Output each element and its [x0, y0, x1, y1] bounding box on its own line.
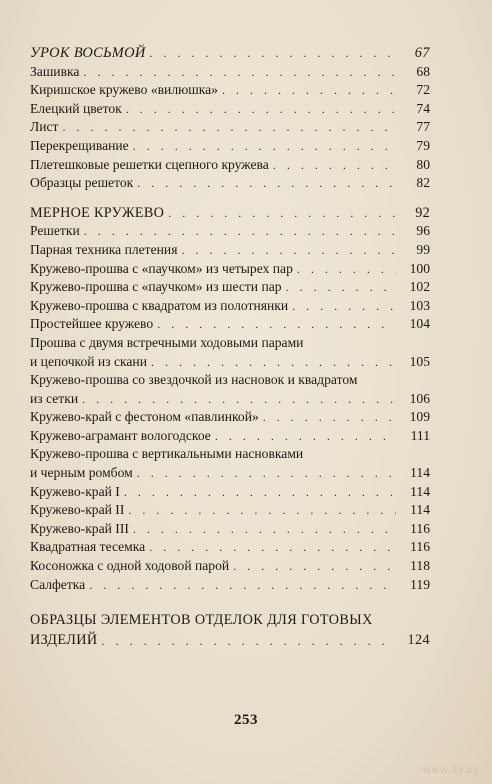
- toc-entry-title: Кружево-край I: [30, 483, 120, 499]
- toc-entry-page: 96: [416, 223, 430, 239]
- toc-entry-page: 68: [416, 63, 430, 79]
- toc-entry: [30, 501, 430, 520]
- toc-entry: [30, 278, 430, 297]
- dot-leader: [137, 464, 396, 483]
- toc-entry: [30, 118, 430, 137]
- toc-entry: [30, 174, 430, 193]
- toc-entry-title: Решетки: [30, 223, 80, 239]
- toc-entry-title-line: Кружево-прошва со звездочкой из насновок и квадратом: [30, 372, 358, 388]
- dot-leader: [133, 137, 396, 156]
- dot-leader: [157, 315, 396, 334]
- dot-leader: [102, 632, 396, 651]
- toc-entry-title: Парная техника плетения: [30, 241, 178, 257]
- toc-entry-last-line: [30, 464, 430, 483]
- toc-entry-title: Зашивка: [30, 63, 80, 79]
- dot-leader: [149, 538, 396, 557]
- toc-entry: [30, 427, 430, 446]
- dot-leader: [181, 241, 396, 260]
- toc-entry-page: 114: [410, 465, 430, 481]
- toc-entry-page: 106: [409, 390, 430, 406]
- section-gap: [30, 594, 430, 610]
- toc-entry-page: 111: [410, 427, 430, 443]
- toc-entry-final-section: [30, 610, 430, 650]
- toc-entry-page: 119: [410, 576, 430, 592]
- toc-entry-title-line: Кружево-прошва с вертикальными насновками: [30, 446, 304, 462]
- toc-entry: [30, 520, 430, 539]
- toc-entry: [30, 63, 430, 82]
- dot-leader: [84, 222, 396, 241]
- toc-entry-page: 118: [410, 558, 430, 574]
- dot-leader: [297, 260, 396, 279]
- toc-entry-title-line: и черным ромбом: [30, 465, 133, 481]
- dot-leader: [150, 44, 396, 63]
- dot-leader: [89, 576, 396, 595]
- toc-entry: [30, 576, 430, 595]
- toc-entry-title: Кружево-прошва с «паучком» из четырех пар: [30, 260, 293, 276]
- toc-entry-title: Лист: [30, 119, 59, 135]
- dot-leader: [62, 118, 396, 137]
- toc-entry-page: 104: [409, 316, 430, 332]
- toc-entry-page: 77: [416, 119, 430, 135]
- toc-entry: [30, 483, 430, 502]
- toc-entry-page: 105: [409, 353, 430, 369]
- toc-entry: [30, 297, 430, 316]
- toc-entry-title: Косоножка с одной ходовой парой: [30, 558, 230, 574]
- toc-entry-title: Простейшее кружево: [30, 316, 154, 332]
- toc-entry-page: 92: [415, 204, 430, 221]
- dot-leader: [233, 557, 396, 576]
- toc-entry-title: Образцы решеток: [30, 175, 134, 191]
- toc-entry-page: 102: [409, 279, 430, 295]
- dot-leader: [222, 81, 396, 100]
- toc-entry-page: 116: [410, 539, 430, 555]
- section-gap: [30, 193, 430, 204]
- dot-leader: [126, 100, 396, 119]
- toc-entry-title: Кружево-край III: [30, 520, 129, 536]
- toc-entry: [30, 260, 430, 279]
- toc-entry-page: 103: [409, 297, 430, 313]
- toc-entry-title: УРОК ВОСЬМОЙ: [30, 45, 146, 61]
- toc-entry: [30, 156, 430, 175]
- toc-entry-title: Салфетка: [30, 576, 86, 592]
- dot-leader: [137, 174, 396, 193]
- dot-leader: [133, 520, 396, 539]
- toc-entry-page: 114: [410, 502, 430, 518]
- dot-leader: [286, 278, 396, 297]
- toc-entry: [30, 137, 430, 156]
- toc-entry-last-line: [30, 390, 430, 409]
- toc-entry-multiline: [30, 445, 430, 482]
- toc-entry-page: 72: [416, 82, 430, 98]
- dot-leader: [263, 408, 396, 427]
- toc-entry-page: 99: [416, 241, 430, 257]
- toc-entry-title-line: и цепочкой из скани: [30, 353, 147, 369]
- toc-entry: [30, 408, 430, 427]
- toc-entry-title: Кружево-край II: [30, 502, 125, 518]
- dot-leader: [215, 427, 396, 446]
- toc-entry-page: 80: [416, 156, 430, 172]
- toc-entry-last-line: [30, 353, 430, 372]
- toc-entry-page: 124: [407, 632, 430, 649]
- toc-entry-title: Перекрещивание: [30, 137, 129, 153]
- toc-entry-page: 114: [410, 483, 430, 499]
- dot-leader: [151, 353, 396, 372]
- dot-leader: [82, 390, 396, 409]
- toc-entry-multiline: [30, 371, 430, 408]
- toc-entry-multiline: [30, 334, 430, 371]
- toc-entry-measured-lace: [30, 204, 430, 223]
- toc-entry-title-line: ОБРАЗЦЫ ЭЛЕМЕНТОВ ОТДЕЛОК ДЛЯ ГОТОВЫХ: [30, 612, 373, 629]
- toc-entry-page: 100: [409, 260, 430, 276]
- dot-leader: [168, 204, 396, 223]
- toc-entry-title: Киришское кружево «вилюшка»: [30, 82, 218, 98]
- toc-entry-title-line: Прошва с двумя встречными ходовыми парами: [30, 334, 304, 350]
- toc-entry-title: Кружево-прошва с квадратом из полотнянки: [30, 297, 289, 313]
- toc-entry: [30, 538, 430, 557]
- toc-entry-title: МЕРНОЕ КРУЖЕВО: [30, 204, 165, 221]
- toc-entry: [30, 557, 430, 576]
- watermark: www.ay.by: [422, 765, 480, 776]
- toc-entry-title: Елецкий цветок: [30, 100, 122, 116]
- toc-entry-page: 67: [414, 45, 430, 61]
- dot-leader: [124, 483, 396, 502]
- toc-entry-title: Кружево-край с фестоном «павлинкой»: [30, 409, 259, 425]
- toc-entry-title: Кружево-прошва с «паучком» из шести пар: [30, 279, 282, 295]
- toc-entry-title-line: ИЗДЕЛИЙ: [30, 632, 98, 649]
- dot-leader: [273, 156, 396, 175]
- toc-entry-page: 116: [410, 520, 430, 536]
- dot-leader: [128, 501, 396, 520]
- toc-entry: [30, 241, 430, 260]
- toc-entry: [30, 81, 430, 100]
- toc-entry: [30, 100, 430, 119]
- toc-entry-page: 79: [416, 137, 430, 153]
- page-number: 253: [234, 712, 258, 728]
- toc-entry-page: 82: [416, 175, 430, 191]
- dot-leader: [292, 297, 396, 316]
- toc-entry-page: 109: [409, 409, 430, 425]
- toc-entry: [30, 222, 430, 241]
- toc-entry-title: Квадратная тесемка: [30, 539, 146, 555]
- toc-entry: [30, 315, 430, 334]
- toc-entry-lesson-eight: [30, 44, 430, 63]
- toc-entry-last-line: [30, 630, 430, 650]
- toc-entry-title: Кружево-аграмант вологодское: [30, 427, 211, 443]
- toc-entry-title: Плетешковые решетки сцепного кружева: [30, 156, 269, 172]
- table-of-contents: [30, 44, 430, 650]
- toc-entry-title-line: из сетки: [30, 390, 79, 406]
- dot-leader: [83, 63, 396, 82]
- toc-entry-page: 74: [416, 100, 430, 116]
